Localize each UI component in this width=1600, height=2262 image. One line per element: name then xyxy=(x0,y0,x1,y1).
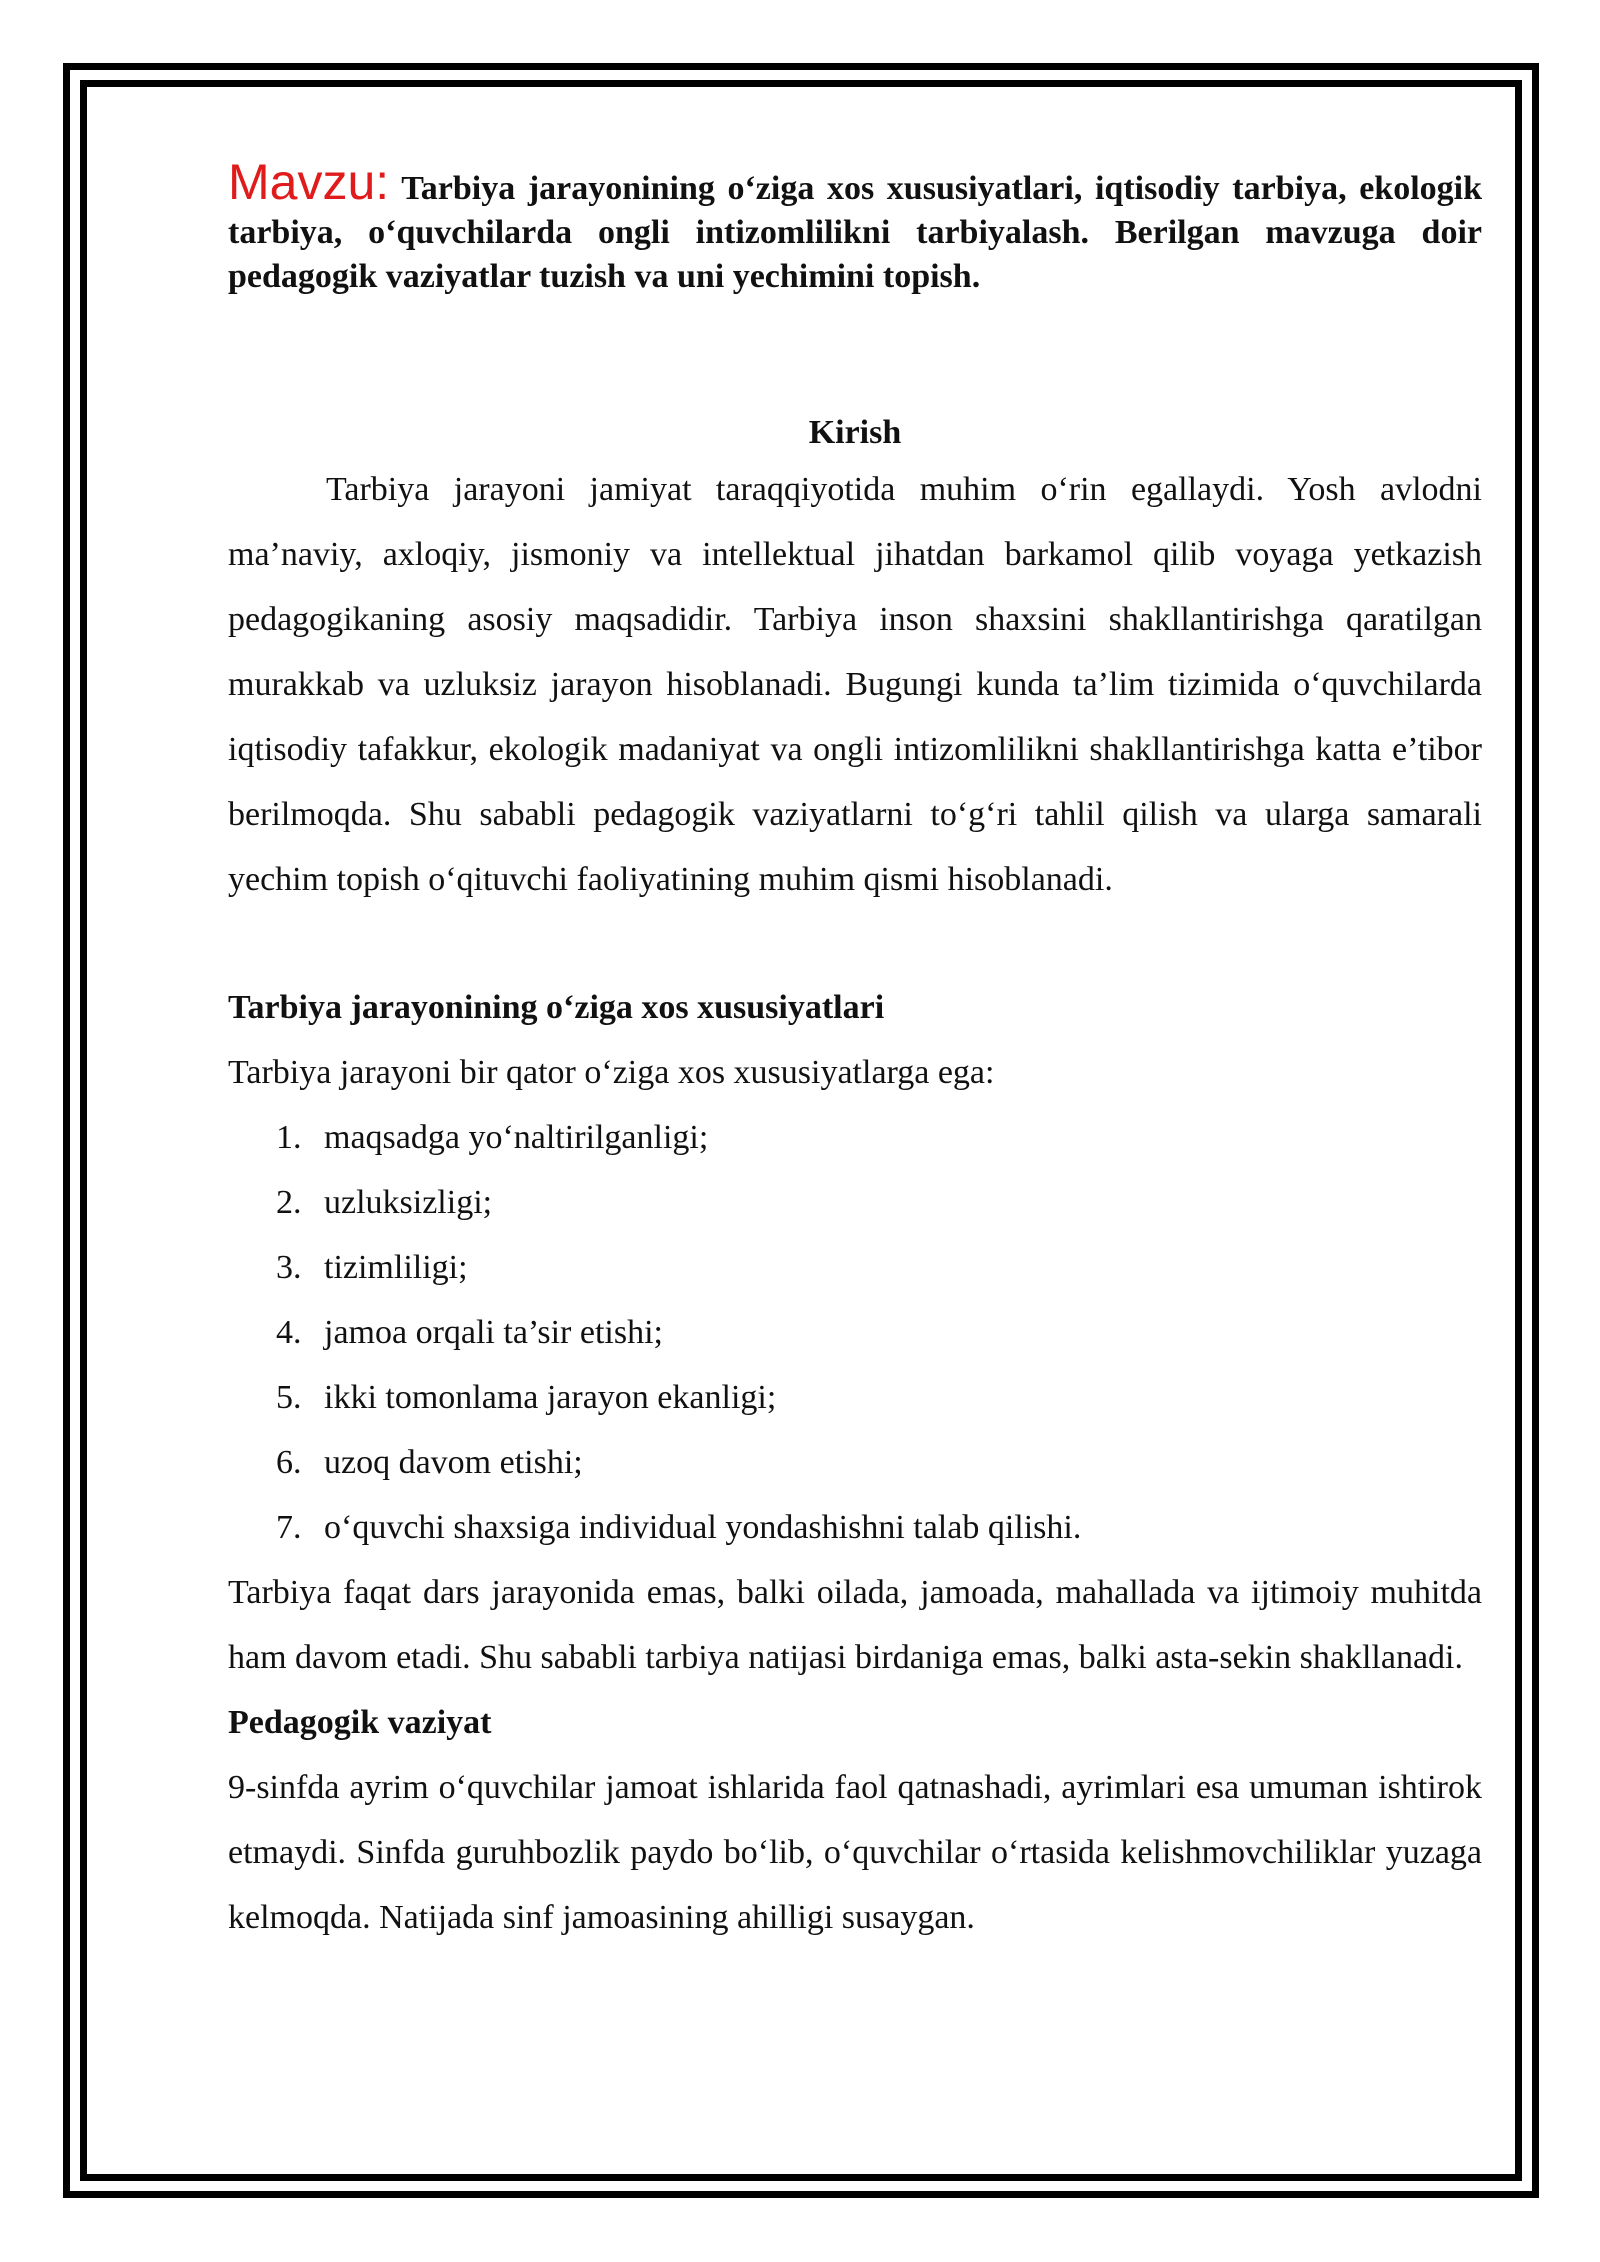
list-item: 5. ikki tomonlama jarayon ekanligi; xyxy=(276,1379,777,1416)
features-closing: Tarbiya faqat dars jarayonida emas, balki oilada, jamoada, mahallada va ijtimoiy muhitda ham davom etadi. Shu sababli tarbiya natijasi birdaniga emas, balki asta-sekin shakllanadi. xyxy=(228,1574,1482,1676)
topic-label: Mavzu: xyxy=(228,154,390,210)
features-heading: Tarbiya jarayonining o‘ziga xos xususiyatlari xyxy=(228,989,885,1026)
list-item: 6. uzoq davom etishi; xyxy=(276,1444,583,1481)
situation-paragraph: 9-sinfda ayrim o‘quvchilar jamoat ishlarida faol qatnashadi, ayrimlari esa umuman ishtirok etmaydi. Sinfda guruhbozlik paydo bo‘lib, o‘quvchilar o‘rtasida kelishmovchiliklar yuzaga kelmoqda. Natijada sinf jamoasining ahilligi susaygan. xyxy=(228,1769,1482,1936)
features-lead: Tarbiya jarayoni bir qator o‘ziga xos xususiyatlarga ega: xyxy=(228,1054,995,1091)
list-item: 4. jamoa orqali ta’sir etishi; xyxy=(276,1314,663,1351)
features-list xyxy=(228,1105,1482,1560)
list-item: 7. o‘quvchi shaxsiga individual yondashishni talab qilishi. xyxy=(276,1509,1082,1546)
list-item: 3. tizimliligi; xyxy=(276,1249,468,1286)
topic-title xyxy=(228,154,1482,299)
intro-paragraph: Tarbiya jarayoni jamiyat taraqqiyotida muhim o‘rin egallaydi. Yosh avlodni ma’naviy, axloqiy, jismoniy va intellektual jihatdan barkamol qilib voyaga yetkazish pedagogikaning asosiy maqsadidir. Tarbiya inson shaxsini shakllantirishga qaratilgan murakkab va uzluksiz jarayon hisoblanadi. Bugungi kunda ta’lim tizimida o‘quvchilarda iqtisodiy tafakkur, ekologik madaniyat va ongli intizomlilikni shakllantirishga katta e’tibor berilmoqda. Shu sababli pedagogik vaziyatlarni to‘g‘ri tahlil qilish va ularga samarali yechim topish o‘qituvchi faoliyatining muhim qismi hisoblanadi. xyxy=(228,471,1482,898)
list-item: 1. maqsadga yo‘naltirilganligi; xyxy=(276,1119,709,1156)
topic-text: Tarbiya jarayonining o‘ziga xos xususiyatlari, iqtisodiy tarbiya, ekologik tarbiya, o‘quvchilarda ongli intizomlilikni tarbiyalash. Berilgan mavzuga doir pedagogik vaziyatlar tuzish va uni yechimini topish. xyxy=(228,170,1482,295)
intro-heading: Kirish xyxy=(808,414,902,451)
document-body xyxy=(228,154,1482,1950)
situation-heading: Pedagogik vaziyat xyxy=(228,1704,492,1741)
list-item: 2. uzluksizligi; xyxy=(276,1184,493,1221)
